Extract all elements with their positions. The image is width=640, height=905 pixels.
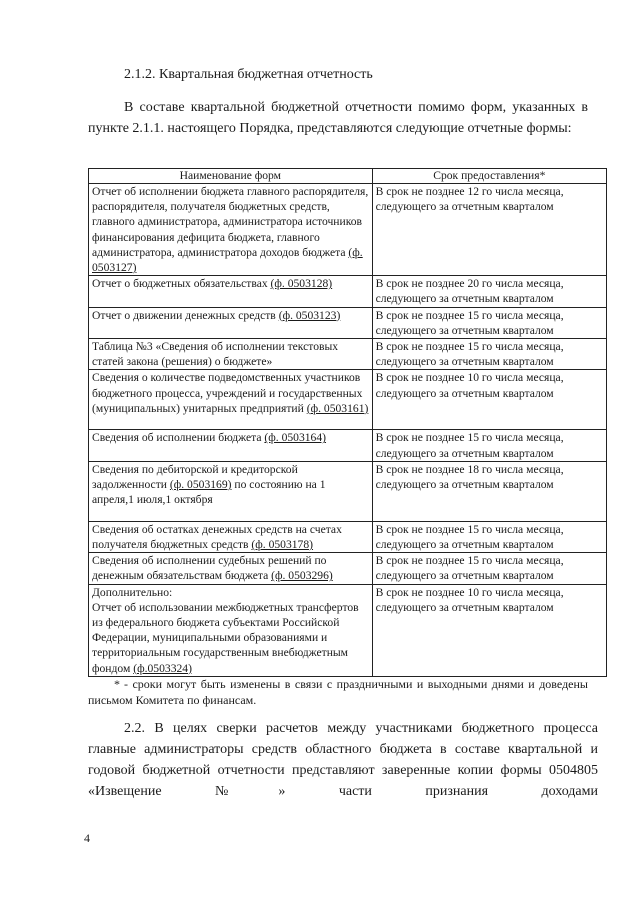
form-name-cell [89, 521, 373, 552]
deadline-cell [372, 584, 606, 676]
table-row [89, 430, 607, 461]
deadline-cell [372, 461, 606, 521]
form-name-cell [89, 461, 373, 521]
deadline-text: В срок не позднее 15 го числа месяца, следующего за отчетным кварталом [375, 340, 564, 369]
form-name: Отчет об исполнении бюджета главного распорядителя, распорядителя, получателя бюджетных средств, главного администратора, администратора источников финансирования дефицита бюджета, главного администратора, администратора доходов бюджета [92, 185, 369, 259]
header-form-name: Наименование форм [89, 169, 373, 184]
form-name: Дополнительно: Отчет об использовании межбюджетных трансфертов из федерального бюджета субъектами Российской Федерации, муниципальными образованиями и территориальным государственным внебюджетным фондом [92, 585, 359, 675]
form-name: Сведения об исполнении судебных решений по денежным обязательствам бюджета [92, 554, 327, 583]
form-name-suffix: по состоянию на 1 апреля,1 июля,1 октября [92, 478, 326, 507]
form-name: Сведения по дебиторской и кредиторской задолженности [92, 462, 298, 492]
form-code: (ф. 0503128) [270, 277, 333, 291]
form-code: (ф. 0503161) [306, 401, 369, 415]
table-row [89, 339, 607, 370]
deadline-text: В срок не позднее 20 го числа месяца, следующего за отчетным кварталом [375, 277, 564, 306]
deadline-cell [372, 521, 606, 552]
form-code: (ф. 0503123) [278, 308, 341, 322]
footnote [88, 676, 588, 708]
deadline-cell [372, 276, 606, 307]
form-code: (ф. 0503296) [271, 569, 333, 583]
form-name: Сведения об остатках денежных средств на счетах получателя бюджетных средств [92, 522, 342, 552]
form-name-cell [89, 307, 373, 338]
page-number: 4 [84, 831, 90, 845]
form-code: (ф. 0503178) [251, 538, 314, 552]
form-code: (ф. 0503164) [264, 431, 327, 445]
table-header-row [89, 169, 607, 184]
form-name-cell [89, 430, 373, 461]
table-row [89, 461, 607, 521]
deadline-cell [372, 307, 606, 338]
table-row [89, 276, 607, 307]
deadline-text: В срок не позднее 15 го числа месяца, следующего за отчетным кварталом [375, 522, 564, 552]
table-row [89, 184, 607, 276]
footnote-marker: * [114, 677, 120, 691]
form-code: (ф. 0503127) [92, 245, 363, 275]
table-row [89, 370, 607, 430]
intro-text: В составе квартальной бюджетной отчетности помимо форм, указанных в пункте 2.1.1. настоящего Порядка, представляются следующие отчетные формы: [88, 100, 588, 136]
form-name-cell [89, 184, 373, 276]
form-name-cell [89, 339, 373, 370]
deadline-text: В срок не позднее 12 го числа месяца, следующего за отчетным кварталом [375, 185, 564, 214]
paragraph-2-2 [88, 718, 598, 802]
deadline-cell [372, 184, 606, 276]
deadline-text: В срок не позднее 15 го числа месяца, следующего за отчетным кварталом [375, 554, 564, 583]
form-name: Отчет о движении денежных средств [92, 308, 276, 322]
table-body [89, 184, 607, 677]
deadline-text: В срок не позднее 15 го числа месяца, следующего за отчетным кварталом [375, 308, 564, 337]
deadline-cell [372, 553, 606, 584]
deadline-text: В срок не позднее 10 го числа месяца, следующего за отчетным кварталом [375, 371, 564, 400]
paragraph-2-2-text: 2.2. В целях сверки расчетов между участниками бюджетного процесса главные администраторы средств областного бюджета в составе квартальной и годовой бюджетной отчетности представляют заверенные копии формы 0504805 «Извещение №» части признания доходами [88, 721, 598, 799]
table-row [89, 584, 607, 676]
table-row [89, 553, 607, 584]
form-name: Таблица №3 «Сведения об исполнении текстовых статей закона (решения) о бюджете» [92, 340, 339, 369]
footnote-text: - сроки могут быть изменены в связи с праздничными и выходными днями и доведены письмом Комитета по финансам. [88, 677, 588, 707]
table-row [89, 307, 607, 338]
form-name-cell [89, 584, 373, 676]
deadline-cell [372, 339, 606, 370]
table-row [89, 521, 607, 552]
form-name: Отчет о бюджетных обязательствах [92, 277, 268, 291]
section-title: 2.1.2. Квартальная бюджетная отчетность [124, 67, 373, 82]
deadline-text: В срок не позднее 18 го числа месяца, следующего за отчетным кварталом [375, 462, 564, 492]
form-code: (ф. 0503169) [169, 478, 232, 492]
form-name-cell [89, 276, 373, 307]
forms-table [88, 168, 607, 677]
deadline-text: В срок не позднее 10 го числа месяца, следующего за отчетным кварталом [375, 585, 564, 614]
form-code: (ф.0503324) [133, 661, 192, 675]
deadline-text: В срок не позднее 15 го числа месяца, следующего за отчетным кварталом [375, 431, 564, 460]
deadline-cell [372, 370, 606, 430]
form-name-cell [89, 370, 373, 430]
form-name: Сведения о количестве подведомственных участников бюджетного процесса, учреждений и государственных (муниципальных) унитарных предприятий [92, 371, 363, 415]
intro-paragraph [88, 97, 588, 139]
deadline-cell [372, 430, 606, 461]
form-name-cell [89, 553, 373, 584]
header-deadline: Срок предоставления* [372, 169, 606, 184]
form-name: Сведения об исполнении бюджета [92, 431, 262, 445]
